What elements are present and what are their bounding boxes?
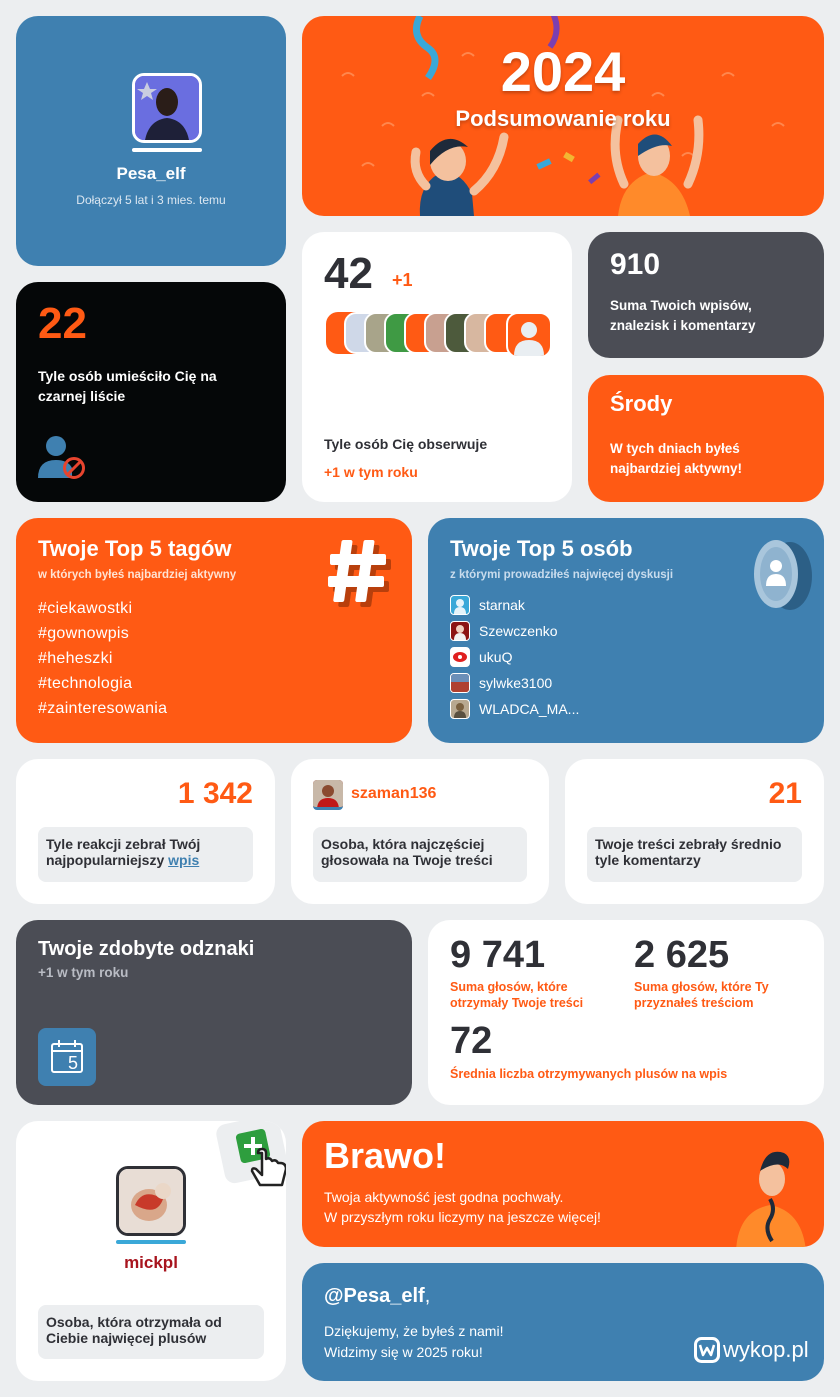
most-plussed-text: Osoba, która otrzymała od Ciebie najwięcej plusów — [38, 1305, 264, 1359]
top-voter-text: Osoba, która najczęściej głosowała na Twoje treści — [313, 827, 527, 882]
list-item[interactable] — [450, 644, 650, 670]
followers-this-year: +1 w tym roku — [324, 464, 418, 480]
avg-plus-label: Średnia liczba otrzymywanych plusów na wpis — [450, 1067, 728, 1081]
blacklist-text: Tyle osób umieściło Cię na czarnej liście — [38, 368, 217, 404]
list-item[interactable] — [450, 696, 650, 722]
tag-item[interactable]: #technologia — [38, 675, 133, 692]
badge-calendar[interactable] — [38, 1028, 96, 1086]
person-avatar — [450, 595, 470, 615]
followers-count: 42 — [324, 249, 373, 298]
votes-received: 9 741 — [450, 934, 546, 976]
person-avatar-icon — [451, 648, 469, 666]
top-tags-title: Twoje Top 5 tagów — [38, 536, 232, 561]
person-avatar-icon — [451, 622, 469, 640]
thanks-line2: Widzimy się w 2025 roku! — [324, 1344, 483, 1360]
tag-item[interactable]: #zainteresowania — [38, 700, 168, 717]
reactions-text-box — [38, 827, 253, 882]
person-name: sylwke3100 — [479, 675, 553, 691]
activity-count: 910 — [610, 248, 661, 281]
default-user-icon — [508, 314, 550, 356]
bravo-line1: Twoja aktywność jest godna pochwały. — [324, 1189, 564, 1205]
top-people-card — [428, 518, 824, 743]
summary-subtitle: Podsumowanie roku — [455, 106, 671, 131]
user-photo-icon — [313, 780, 343, 810]
avatar[interactable] — [132, 73, 202, 143]
most-plussed-name[interactable]: mickpl — [124, 1253, 178, 1272]
person-avatar — [450, 673, 470, 693]
avg-comments-text: Twoje treści zebrały średnio tyle komentarzy — [587, 827, 802, 882]
person-name: starnak — [479, 597, 525, 613]
avatar-underline — [132, 148, 202, 152]
followers-card — [302, 232, 572, 502]
activity-text: Suma Twoich wpisów, znalezisk i komentarzy — [610, 298, 756, 333]
follower-avatar[interactable] — [506, 312, 552, 358]
wykop-logo-icon — [694, 1337, 720, 1363]
person-avatar — [450, 647, 470, 667]
top-voter-name[interactable]: szaman136 — [351, 785, 437, 802]
person-avatar-icon — [451, 700, 469, 718]
hashtag-icon — [328, 538, 400, 614]
person-name: ukuQ — [479, 649, 513, 665]
top-people-subtitle: z którymi prowadziłeś najwięcej dyskusji — [450, 569, 674, 581]
bravo-card — [302, 1121, 824, 1247]
blacklist-card — [16, 282, 286, 502]
active-day-card — [588, 375, 824, 502]
votes-given: 2 625 — [634, 934, 730, 976]
person-avatar-icon — [451, 596, 469, 614]
thanks-card — [302, 1263, 824, 1381]
thanks-greeting — [324, 1285, 430, 1308]
avg-comments-card — [565, 759, 824, 904]
person-illustration-icon — [732, 1141, 812, 1247]
badges-this-year: +1 w tym roku — [38, 965, 129, 980]
bravo-line2: W przyszłym roku liczymy na jeszcze więcej! — [324, 1209, 601, 1225]
tag-item[interactable]: #ciekawostki — [38, 600, 133, 617]
thanks-line1: Dziękujemy, że byłeś z nami! — [324, 1323, 504, 1339]
top-tags-card — [16, 518, 412, 743]
person-name: Szewczenko — [479, 623, 558, 639]
badges-title: Twoje zdobyte odznaki — [38, 938, 255, 960]
followers-text: Tyle osób Cię obserwuje — [324, 436, 488, 452]
avg-comments-count: 21 — [768, 777, 802, 810]
votes-given-label: Suma głosów, które Ty przyznałeś treściom — [634, 980, 769, 1010]
list-item[interactable] — [450, 618, 650, 644]
person-avatar — [450, 621, 470, 641]
top-post-link[interactable]: wpis — [168, 852, 200, 868]
votes-card — [428, 920, 824, 1105]
tag-item[interactable]: #gownowpis — [38, 625, 130, 642]
votes-received-label: Suma głosów, które otrzymały Twoje treści — [450, 980, 584, 1010]
tag-list — [38, 596, 167, 721]
blacklist-count: 22 — [38, 299, 87, 348]
person-name: WLADCA_MA... — [479, 701, 580, 717]
joined-text: Dołączył 5 lat i 3 mies. temu — [76, 193, 226, 207]
username[interactable]: Pesa_elf — [116, 164, 186, 183]
thanks-handle[interactable]: @Pesa_elf — [324, 1285, 425, 1307]
followers-delta: +1 — [392, 270, 413, 290]
reactions-count: 1 342 — [177, 777, 253, 810]
followers-avatars — [326, 312, 556, 354]
thanks-comma: , — [424, 1285, 431, 1307]
wykop-logo[interactable] — [694, 1337, 809, 1363]
calendar-icon — [38, 1028, 96, 1086]
person-avatar-icon — [451, 674, 469, 692]
header-card — [302, 16, 824, 216]
avatar[interactable] — [313, 780, 343, 810]
top-tags-subtitle: w których byłeś najbardziej aktywny — [38, 569, 237, 581]
plus-click-icon — [216, 1121, 286, 1191]
user-coin-icon — [750, 538, 814, 614]
user-photo-icon — [119, 1169, 183, 1233]
user-photo-icon — [135, 76, 199, 140]
wykop-logo-text: wykop.pl — [723, 1337, 809, 1362]
badge-number: 5 — [68, 1053, 79, 1073]
top-voter-card — [291, 759, 549, 904]
bravo-title: Brawo! — [324, 1135, 447, 1176]
person-avatar — [450, 699, 470, 719]
profile-card — [16, 16, 286, 266]
year-title: 2024 — [500, 40, 626, 103]
list-item[interactable] — [450, 592, 650, 618]
activity-card — [588, 232, 824, 358]
reactions-card — [16, 759, 275, 904]
blocked-user-icon — [36, 434, 88, 482]
active-day: Środy — [610, 391, 673, 416]
avatar-underline — [116, 1240, 186, 1244]
most-plussed-card — [16, 1121, 286, 1381]
avatar[interactable] — [116, 1166, 186, 1236]
reactions-text: Tyle reakcji zebrał Twój najpopularniejszy — [46, 836, 201, 868]
list-item[interactable] — [450, 670, 650, 696]
people-list — [450, 592, 650, 722]
active-day-text: W tych dniach byłeś najbardziej aktywny! — [610, 441, 743, 476]
top-people-title: Twoje Top 5 osób — [450, 536, 633, 561]
tag-item[interactable]: #heheszki — [38, 650, 113, 667]
badges-card — [16, 920, 412, 1105]
avg-plus: 72 — [450, 1020, 493, 1062]
